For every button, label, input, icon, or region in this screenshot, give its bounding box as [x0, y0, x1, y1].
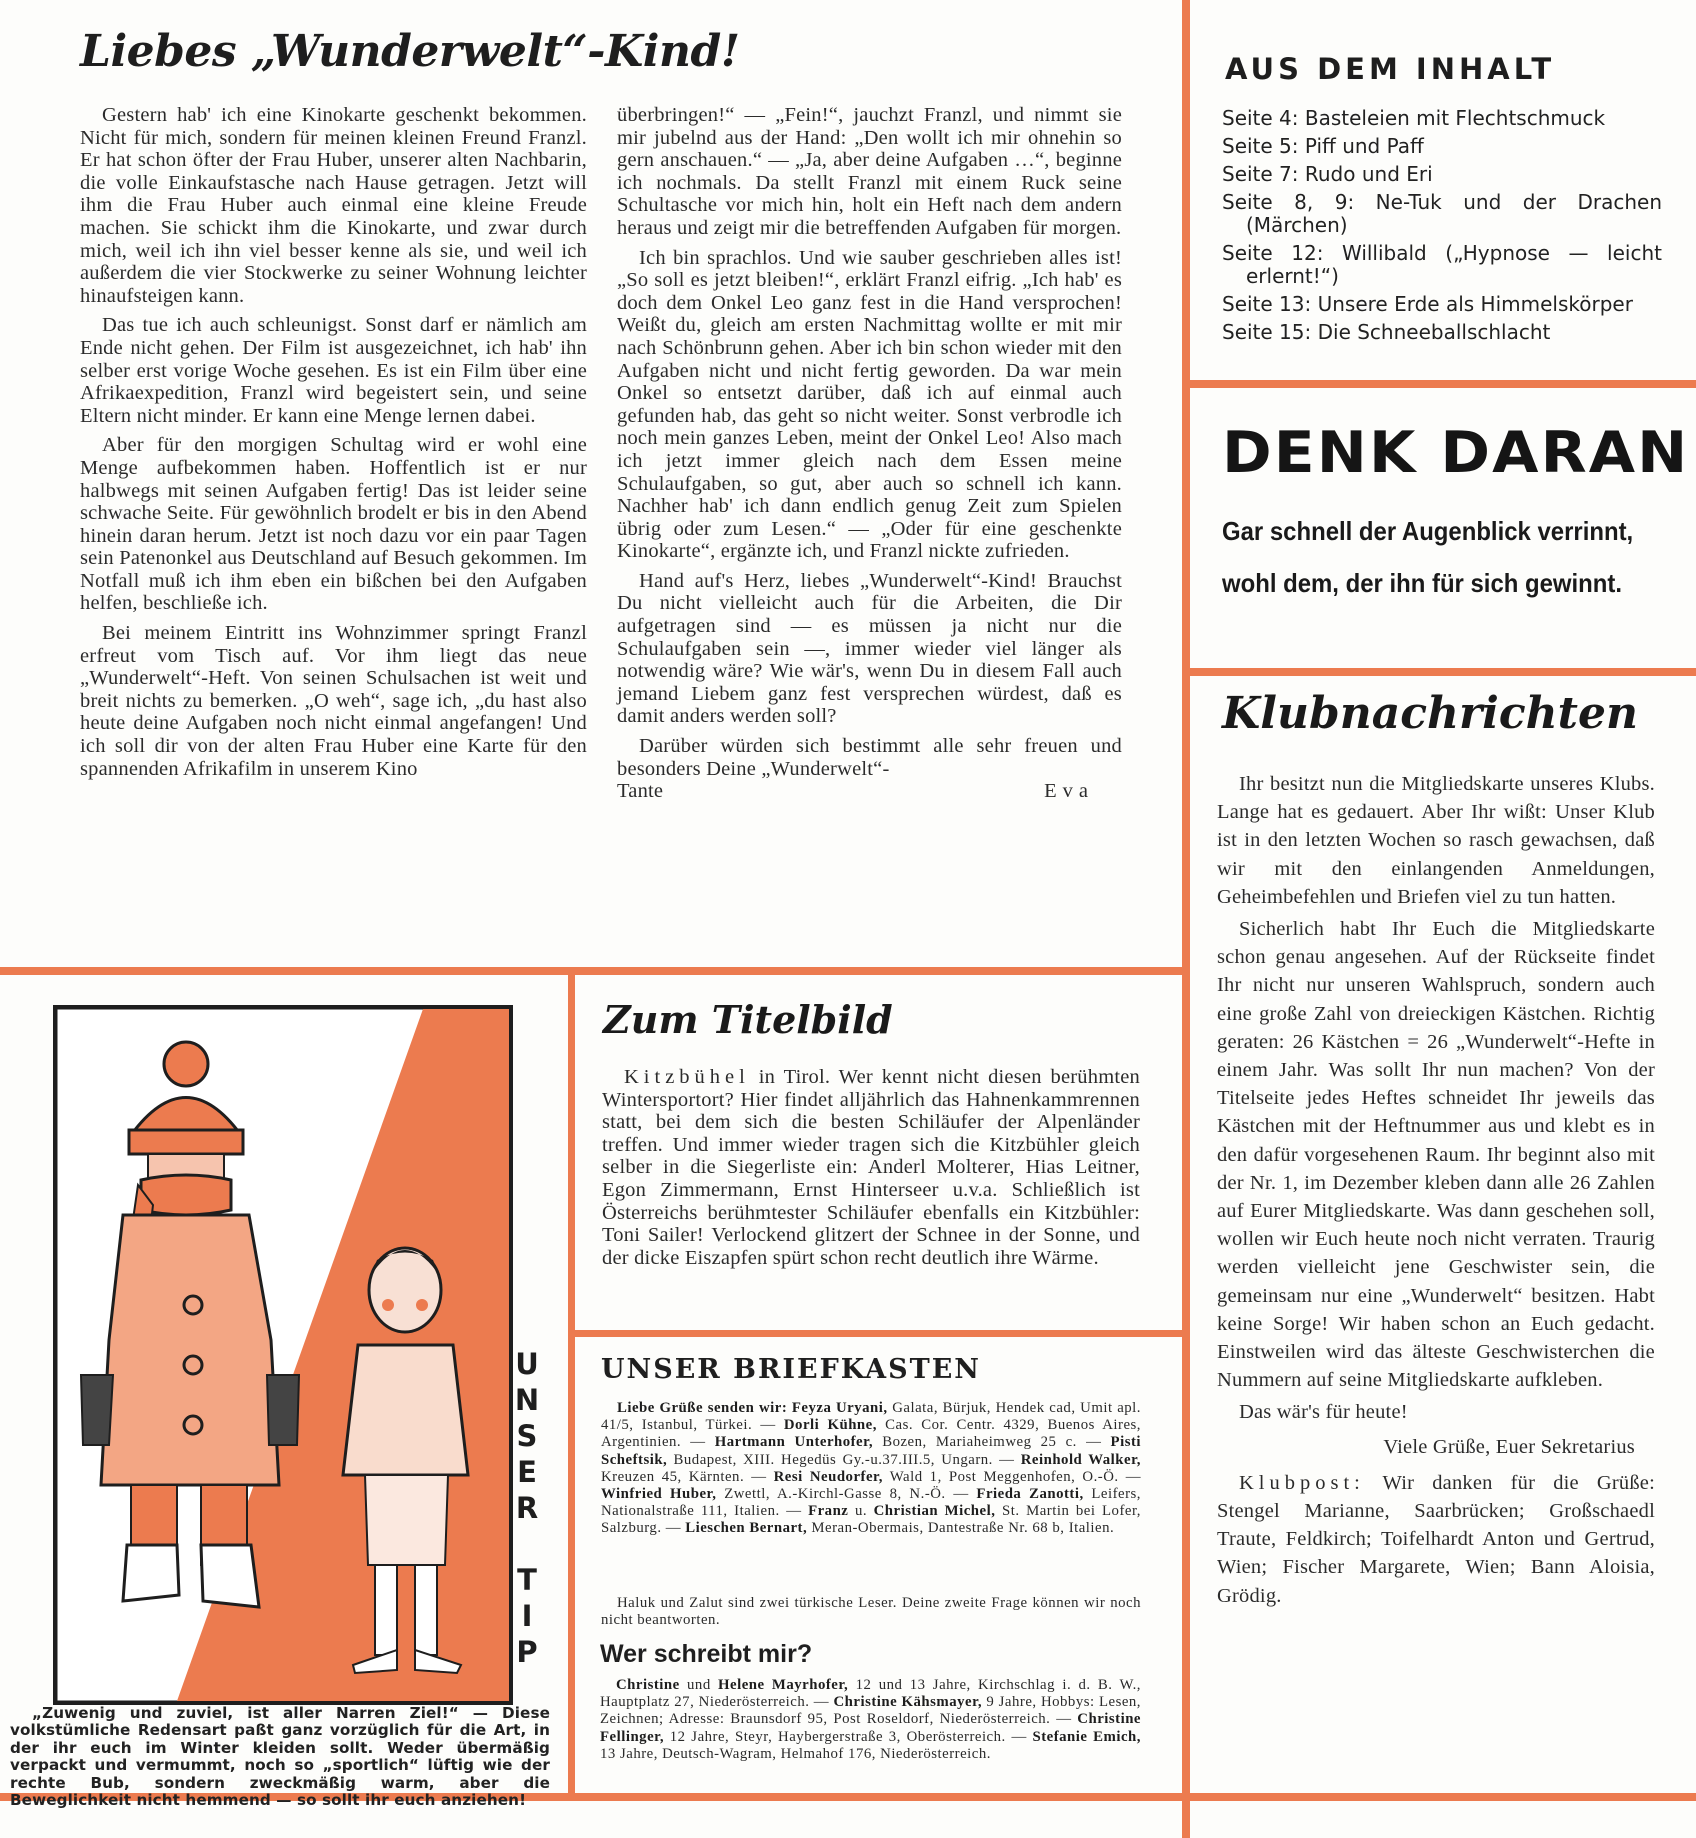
mitten-right — [267, 1375, 299, 1445]
heading-letter: P — [516, 1635, 538, 1669]
signoff-signature: Eva — [1044, 780, 1094, 803]
heading-gap — [512, 1526, 542, 1562]
heading-letter: N — [514, 1383, 540, 1417]
letter-paragraph: Das tue ich auch schleunigst. Sonst darf er nämlich am Ende nicht gehen. Der Film ist ausgezeichnet, ich hab' ihn selber erst vorige Woche gesehen. Es ist ein Film über eine Afrikaexpedition, Franzl wird begeistert sein, und seine Eltern nicht minder. Er kann eine Menge lernen dabei. — [80, 314, 587, 427]
entry-address: und — [679, 1677, 719, 1693]
scarf — [141, 1175, 231, 1215]
entry-address: Wald 1, Post Meggenhofen, O.-Ö. — — [882, 1468, 1142, 1485]
cover-story-text: in Tirol. Wer kennt nicht diesen berühmten Wintersportort? Hier findet alljährlich das Hahnenkammrennen statt, bei dem sich die besten Schiläufer der Alpenländer treffen. Und immer wieder tragen sich die Kitzbühler gleich selber in die Siegerliste ein: Anderl Molterer, Hias Leitner, Egon Zimmermann, Ernst Hinterseer u.v.a. Schließlich ist Österreichs berühmtester Schiläufer ebenfalls ein Kitzbühler: Toni Sailer! Verlockend glitzert der Schnee in der Sonne, und der dicke Eiszapfen spürt schon recht deutlich ihre Wärme. — [602, 1066, 1140, 1269]
mailbox-title: UNSER BRIEFKASTEN — [601, 1354, 981, 1385]
entry-name: Frieda Zanotti, — [976, 1486, 1084, 1503]
letter-paragraph: Hand auf's Herz, liebes „Wunderwelt“-Kind! Brauchst Du nicht vielleicht auch für die Arbeiten, die Dir aufgetragen sind — es müssen ja nicht nur die Schulaufgaben sein —, immer wieder viel länger als notwendig wäre? Wie wär's, wenn Du in diesem Fall auch jemand Liebem ganz fest versprechen würdest, daß es damit anders werden soll? — [617, 569, 1122, 728]
club-paragraph: Sicherlich habt Ihr Euch die Mitgliedskarte schon genau angesehen. Auf der Rückseite findet Ihr nicht nur unseren Wahlspruch, sondern auch eine große Zahl von dreieckigen Kästchen. Richtig geraten: 26 Kästchen = 26 „Wunderwelt“-Hefte in einem Jahr. Was sollt Ihr nun machen? Von der Titelseite jedes Heftes schneidet Ihr jeweils das Kästchen mit der Heftnummer aus und klebt es in den dafür vorgesehenen Raum. Ihr beginnt also mit der Nr. 1, im Dezember kleben dann alle 26 Zahlen auf Eurer Mitgliedskarte. Was dann geschehen soll, wollen wir Euch heute noch nicht verraten. Traurig werden vielleicht jene Geschwister sein, die gemeinsam nur eine „Wunderwelt“ besitzen. Habt keine Sorge! Wir haben schon an Euch gedacht. Einstweilen wird das älteste Geschwisterchen die Nummern auf seine Mitgliedskarte aufkleben. — [1217, 918, 1655, 1392]
letter-paragraph: Bei meinem Eintritt ins Wohnzimmer springt Franzl erfreut vom Tisch auf. Vor ihm liegt das neue „Wunderwelt“-Heft. Von seinen Schulsachen ist weit und breit nichts zu bemerken. „O weh“, sage ich, „du hast also heute deine Aufgaben noch nicht einmal angefangen! Und ich soll dir von der alten Frau Huber eine Karte für den spannenden Afrikafilm in unserem Kino — [80, 622, 587, 780]
cover-story-paragraph — [602, 1066, 1140, 1269]
rule-horizontal-mid — [0, 967, 1190, 975]
pen-pals-title: Wer schreibt mir? — [600, 1640, 813, 1668]
pen-pals-entries — [600, 1677, 1141, 1763]
club-news-body — [1217, 770, 1655, 1610]
motto-line: Gar schnell der Augenblick verrinnt, — [1222, 516, 1634, 546]
letter-paragraph: Gestern hab' ich eine Kinokarte geschenkt bekommen. Nicht für mich, sondern für meinen kleinen Freund Franzl. Er hat schon öfter der Frau Huber, unserer alten Nachbarin, die volle Einkaufstasche nach Hause getragen. Jetzt will ihm die Frau Huber auch einmal eine kleine Freude machen. Sie schickt ihm die Kinokarte, und zwar durch mich, weil ich ihn viel besser kenne als sie, und weil ich außerdem die vier Stockwerke zu seiner Wohnung leichter hinaufsteigen kann. — [80, 104, 587, 307]
entry-address: Galata, Bürjuk, Hendek cad, Umit apl. 41/5, Istanbul, Türkei. — — [601, 1400, 1141, 1434]
entry-address: Bozen, Mariaheimweg 25 c. — — [873, 1434, 1111, 1451]
mailbox-greetings — [601, 1400, 1141, 1538]
entry-name: Christine Fellinger, — [600, 1711, 1141, 1745]
entry-name: Reinhold Walker, — [1020, 1451, 1141, 1468]
entry-address: Leifers, Nationalstraße 111, Italien. — — [601, 1486, 1141, 1520]
winter-clothing-illustration — [53, 1005, 513, 1705]
cover-story-body — [602, 1066, 1140, 1276]
entry-address: u. — [848, 1503, 874, 1520]
entry-name: Winfried Huber, — [601, 1486, 717, 1503]
entry-name: Christine — [616, 1677, 680, 1693]
entry-address: Zwettl, A.-Kirchl-Gasse 8, N.-Ö. — — [716, 1486, 977, 1503]
club-post-label: Klubpost: — [1239, 1471, 1365, 1494]
heading-letter: U — [515, 1347, 539, 1381]
letter-title: Liebes „Wunderwelt“-Kind! — [80, 26, 740, 77]
entry-address: Cas. Cor. Centr. 4329, Buenos Aires, Argentinien. — — [601, 1417, 1141, 1451]
motto-line: wohl dem, der ihn für sich gewinnt. — [1222, 568, 1623, 598]
motto-verse — [1222, 505, 1662, 609]
contents-item[interactable]: Seite 15: Die Schneeballschlacht — [1222, 320, 1551, 344]
club-paragraph: Ihr besitzt nun die Mitgliedskarte unseres Klubs. Lange hat es gedauert. Aber Ihr wißt: Unser Klub ist in den letzten Wochen so rasch gewachsen, daß wir mit den einlangenden Anmeldungen, Geheimbefehlen und Briefen viel zu tun hatten. — [1217, 773, 1655, 908]
contents-title: AUS DEM INHALT — [1225, 52, 1556, 86]
entry-name: Stefanie Emich, — [1032, 1728, 1141, 1745]
tip-caption — [10, 1705, 550, 1809]
tip-caption-text: „Zuwenig und zuviel, ist aller Narren Ziel!“ — Diese volkstümliche Redensart paßt ganz vorzüglich für die Art, in der ihr euch im Winter kleiden sollt. Weder übermäßig verpackt und vermummt, noch so „sportlich“ lüftig wie der rechte Bub, sondern zweckmäßig warm, aber die Beweglichkeit nicht hemmend — so sollt ihr euch anziehen! — [10, 1704, 550, 1810]
contents-item[interactable]: Seite 12: Willibald („Hypnose — leicht erlernt!“) — [1222, 241, 1662, 288]
boot-left — [123, 1545, 179, 1601]
entry-address: Budapest, XIII. Hegedüs Gy.-u.37.III.5, Ungarn. — — [667, 1451, 1021, 1468]
signoff-left: Tante — [617, 780, 664, 803]
entry-address: St. Martin bei Lofer, Salzburg. — — [601, 1503, 1141, 1537]
cheek — [382, 1299, 394, 1311]
rule-titel-brief — [568, 1330, 1188, 1337]
entry-name: Christian Michel, — [873, 1503, 996, 1520]
contents-item[interactable]: Seite 4: Basteleien mit Flechtschmuck — [1222, 106, 1606, 130]
entry-name: Resi Neudorfer, — [773, 1468, 883, 1485]
heading-letter: R — [515, 1491, 539, 1525]
motto-title: DENK DARAN — [1222, 420, 1690, 486]
boot-right — [201, 1545, 259, 1607]
club-post — [1217, 1469, 1655, 1610]
entry-address: 12 Jahre, Steyr, Haybergerstraße 3, Oberösterreich. — — [664, 1728, 1033, 1745]
mailbox-note-text: Haluk und Zalut sind zwei türkische Leser. Deine zweite Frage können wir noch nicht beantworten. — [601, 1595, 1141, 1629]
entry-address: 13 Jahre, Deutsch-Wagram, Helmahof 176, Niederösterreich. — [600, 1745, 991, 1762]
letter-column-2 — [617, 104, 1122, 803]
sock-right — [415, 1565, 437, 1655]
entry-name: Helene Mayrhofer, — [718, 1677, 849, 1693]
hat-brim — [129, 1130, 243, 1154]
coat — [101, 1215, 279, 1485]
entry-name: Franz — [808, 1503, 849, 1520]
cheek — [416, 1299, 428, 1311]
pen-pals-list — [600, 1677, 1141, 1763]
contents-item[interactable]: Seite 7: Rudo und Eri — [1222, 162, 1433, 186]
letter-paragraph: überbringen!“ — „Fein!“, jauchzt Franzl, und nimmt sie mir jubelnd aus der Hand: „Den wollt ich mir ohnehin so gern anschauen.“ — „Ja, aber deine Aufgaben …“, beginne ich nochmals. Da stellt Franzl mit einem Ruck seine Schultasche vor mich hin, holt ein Heft nach dem andern heraus und zeigt mir die betreffenden Aufgaben für morgen. — [617, 104, 1122, 239]
letter-signoff — [617, 780, 1122, 803]
heading-letter: T — [517, 1563, 537, 1597]
letter-paragraph: Aber für den morgigen Schultag wird er wohl eine Menge aufbekommen haben. Hoffentlich ist er nur halbwegs mit seinen Aufgaben fertig! Das ist leider seine schwache Seite. Für gewöhnlich brodelt er bis in den Abend hinein daran herum. Jetzt ist noch dazu vor ein paar Tagen sein Patenonkel aus Deutschland auf Besuch gekommen. Im Notfall muß ich ihm eben ein bißchen bei den Aufgaben helfen, beschließe ich. — [80, 434, 587, 615]
contents-list — [1222, 107, 1662, 349]
club-greeting: Viele Grüße, Euer Sekretarius — [1383, 1435, 1635, 1458]
contents-item[interactable]: Seite 13: Unsere Erde als Himmelskörper — [1222, 292, 1633, 316]
contents-item[interactable]: Seite 5: Piff und Paff — [1222, 134, 1424, 158]
heading-letter: E — [517, 1455, 537, 1489]
club-post-text: Wir danken für die Grüße: Stengel Marianne, Saarbrücken; Großschaedl Traute, Feldkirch; Toifelhardt Anton und Gertrud, Wien; Fischer Margarete, Wien; Bann Aloisia, Grödig. — [1217, 1471, 1655, 1607]
entry-address: 12 und 13 Jahre, Kirchschlag i. d. B. W., Hauptplatz 27, Niederösterreich. — — [600, 1677, 1141, 1711]
letter-column-1 — [80, 104, 587, 787]
entry-address: Kreuzen 45, Kärnten. — — [601, 1468, 774, 1485]
entry-name: Liebe Grüße senden wir: Feyza Uryani, — [617, 1400, 888, 1416]
mitten-left — [81, 1375, 113, 1445]
mailbox-entries — [601, 1400, 1141, 1538]
rule-right-2 — [1182, 668, 1696, 676]
mailbox-note — [601, 1595, 1141, 1629]
entry-name: Lieschen Bernart, — [685, 1520, 808, 1537]
club-paragraph: Das wär's für heute! — [1239, 1401, 1408, 1424]
entry-name: Christine Kähsmayer, — [833, 1694, 983, 1711]
club-news-title: Klubnachrichten — [1222, 688, 1638, 739]
unser-tip-vertical-heading — [512, 1346, 542, 1670]
rule-vertical-mid — [568, 967, 575, 1797]
heading-letter: S — [516, 1419, 538, 1453]
boy-jacket — [343, 1345, 468, 1475]
entry-name: Dorli Kühne, — [783, 1417, 877, 1434]
sock-left — [375, 1565, 397, 1655]
entry-name: Pisti Scheftsik, — [601, 1434, 1141, 1468]
entry-name: Hartmann Unterhofer, — [714, 1434, 874, 1451]
letter-paragraph: Darüber würden sich bestimmt alle sehr freuen und besonders Deine „Wunderwelt“- — [617, 735, 1122, 780]
contents-item[interactable]: Seite 8, 9: Ne-Tuk und der Drachen (Märchen) — [1222, 190, 1662, 237]
cover-story-title: Zum Titelbild — [603, 997, 893, 1042]
heading-letter: I — [521, 1599, 533, 1633]
rule-right-1 — [1182, 380, 1696, 388]
pompom — [164, 1042, 208, 1086]
entry-address: Meran-Obermais, Dantestraße Nr. 68 b, Italien. — [807, 1520, 1115, 1537]
letter-paragraph: Ich bin sprachlos. Und wie sauber geschrieben alles ist! „So soll es jetzt bleiben!“, erklärt Franzl eifrig. „Ich hab' es doch dem Onkel Leo ganz fest in die Hand versprochen! Weißt du, gleich am ersten Nachmittag wollte er mit mir nach Schönbrunn gehen. Aber ich bin schon wieder mit den Aufgaben nicht und nicht fertig geworden. Da war mein Onkel so entsetzt darüber, daß ich auf einmal auch gefunden hab, das geht so nicht weiter. Sonst verbrodle ich noch mein ganzes Leben, meint der Onkel Leo! Also mach ich jetzt immer gleich nach dem Essen meine Schulaufgaben, so gut, aber auch so schnell ich kann. Nachher hab' ich dann endlich genug Zeit zum Spielen übrig oder zum Lesen.“ — „Oder für eine geschenkte Kinokarte“, ergänzte ich, und Franzl nickte zufrieden. — [617, 246, 1122, 563]
entry-address: 9 Jahre, Hobbys: Lesen, Zeichnen; Adresse: Braunsdorf 95, Post Roseldorf, Niederösterreich. — — [600, 1694, 1141, 1728]
boy-shorts — [365, 1475, 448, 1565]
cover-story-lead: Kitzbühel — [624, 1066, 750, 1088]
rule-vertical-right — [1182, 0, 1190, 1838]
